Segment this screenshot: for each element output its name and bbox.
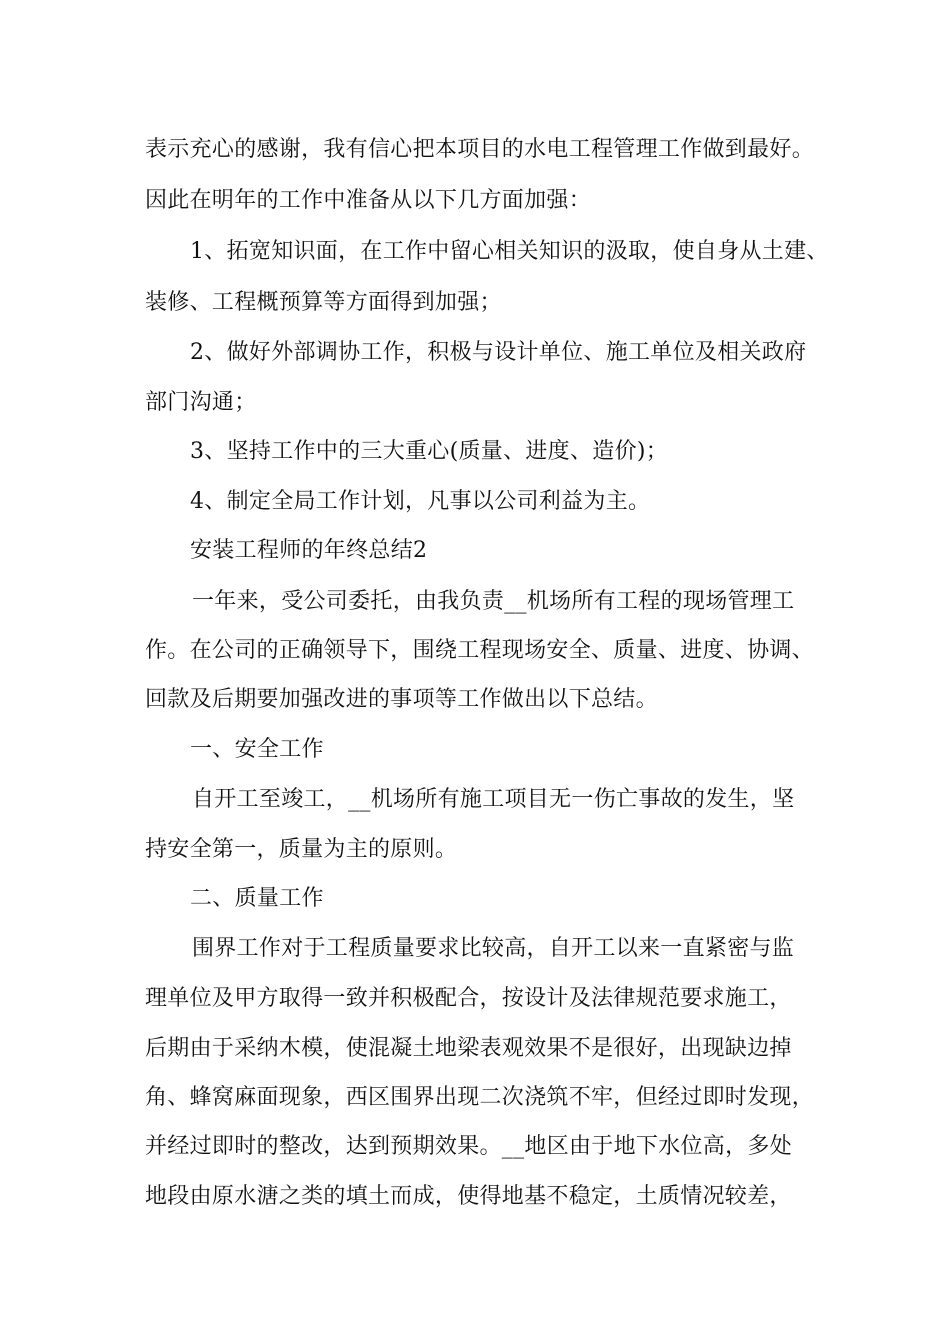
paragraph-line: 回款及后期要加强改进的事项等工作做出以下总结。	[145, 687, 658, 712]
paragraph-line: 作。在公司的正确领导下，围绕工程现场安全、质量、进度、协调、	[145, 638, 815, 663]
list-item-4: 4、制定全局工作计划，凡事以公司利益为主。	[190, 489, 651, 514]
section-heading-quality: 二、质量工作	[190, 886, 324, 911]
paragraph-line: 部门沟通；	[145, 390, 257, 415]
paragraph-line: 围界工作对于工程质量要求比较高，自开工以来一直紧密与监	[192, 936, 795, 961]
paragraph-line: 自开工至竣工，__机场所有施工项目无一伤亡事故的发生，坚	[192, 787, 795, 812]
paragraph-line: 因此在明年的工作中准备从以下几方面加强：	[145, 188, 592, 213]
section-title: 安装工程师的年终总结2	[190, 538, 428, 563]
list-item-3: 3、坚持工作中的三大重心(质量、进度、造价)；	[190, 439, 669, 464]
paragraph-line: 地段由原水溏之类的填土而成，使得地基不稳定，土质情况较差，	[145, 1184, 792, 1209]
paragraph-line: 持安全第一，质量为主的原则。	[145, 837, 458, 862]
paragraph-line: 并经过即时的整改，达到预期效果。__地区由于地下水位高，多处	[145, 1134, 793, 1159]
paragraph-line: 后期由于采纳木模，使混凝土地梁表观效果不是很好，出现缺边掉	[145, 1036, 792, 1061]
paragraph-line: 表示充心的感谢，我有信心把本项目的水电工程管理工作做到最好。	[145, 137, 815, 162]
paragraph-line: 一年来，受公司委托，由我负责__机场所有工程的现场管理工	[192, 589, 795, 614]
paragraph-line: 装修、工程概预算等方面得到加强；	[145, 290, 502, 315]
list-item-2: 2、做好外部调协工作，积极与设计单位、施工单位及相关政府	[190, 340, 807, 365]
paragraph-line: 理单位及甲方取得一致并积极配合，按设计及法律规范要求施工，	[145, 986, 792, 1011]
list-item-1: 1、拓宽知识面，在工作中留心相关知识的汲取，使自身从土建、	[190, 239, 829, 264]
section-heading-safety: 一、安全工作	[190, 737, 324, 762]
paragraph-line: 角、蜂窝麻面现象，西区围界出现二次浇筑不牢，但经过即时发现，	[145, 1085, 815, 1110]
